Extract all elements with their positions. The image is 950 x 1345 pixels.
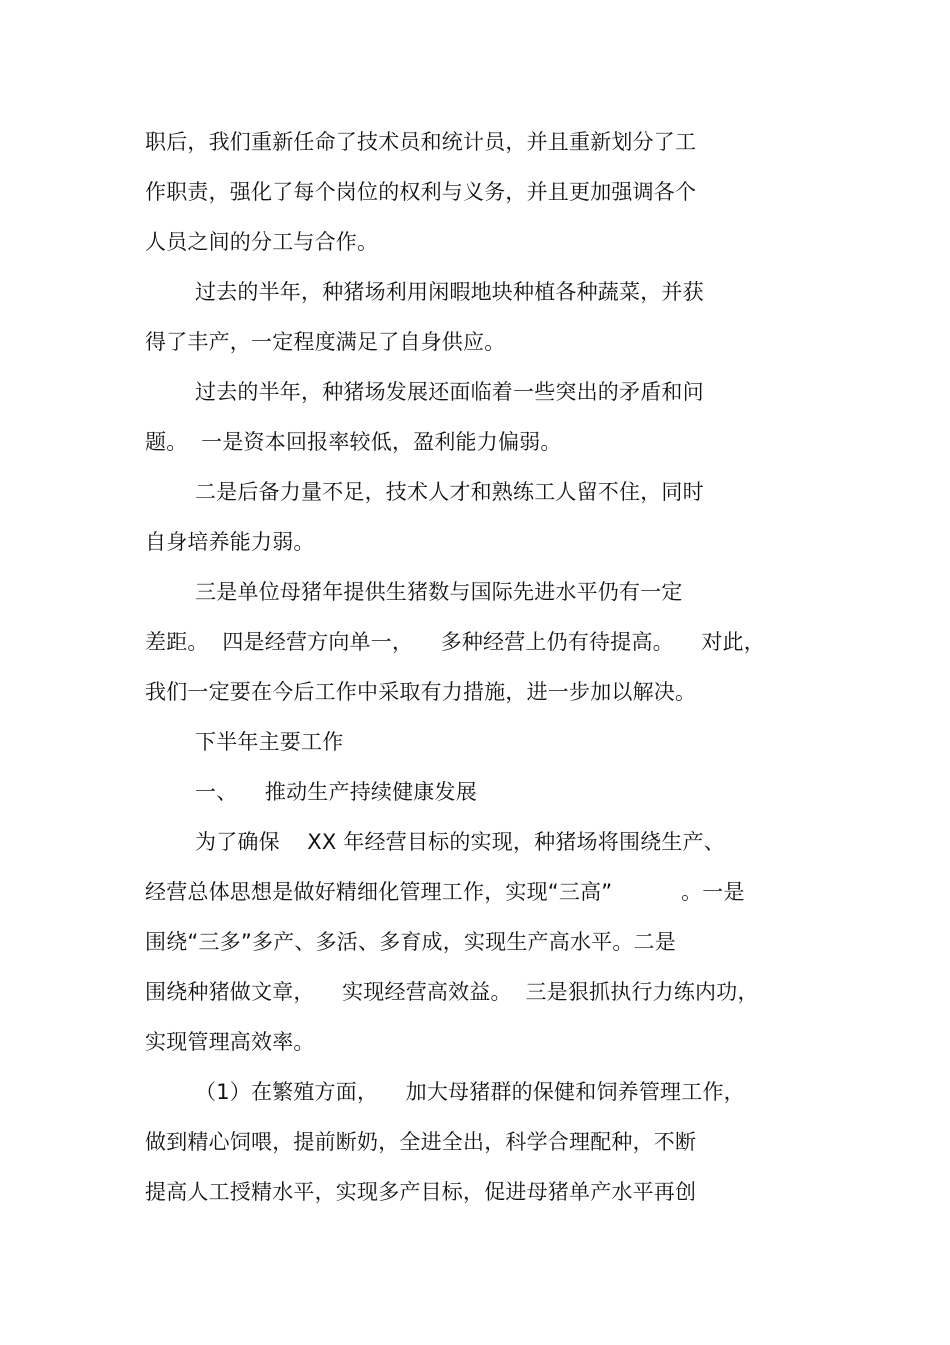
text-line: 职后，我们重新任命了技术员和统计员，并且重新划分了工 bbox=[145, 130, 697, 154]
section-heading: 下半年主要工作 bbox=[195, 730, 344, 754]
text-line: 经营总体思想是做好精细化管理工作，实现“三高” 。一是 bbox=[145, 880, 745, 904]
paragraph-start-line: （1）在繁殖方面， 加大母猪群的保健和饲养管理工作， bbox=[195, 1080, 745, 1104]
text-line: 围绕种猪做文章， 实现经营高效益。 三是狠抓执行力练内功， bbox=[145, 980, 759, 1004]
text-line: 提高人工授精水平，实现多产目标，促进母猪单产水平再创 bbox=[145, 1180, 697, 1204]
text-line: 人员之间的分工与合作。 bbox=[145, 230, 379, 254]
text-line: 围绕“三多”多产、多活、多育成，实现生产高水平。二是 bbox=[145, 930, 676, 954]
paragraph-start-line: 过去的半年，种猪场利用闲暇地块种植各种蔬菜，并获 bbox=[195, 280, 704, 304]
paragraph-start-line: 三是单位母猪年提供生猪数与国际先进水平仍有一定 bbox=[195, 580, 683, 604]
text-line: 自身培养能力弱。 bbox=[145, 530, 315, 554]
paragraph-start-line: 为了确保 XX 年经营目标的实现，种猪场将围绕生产、 bbox=[195, 830, 725, 854]
text-line: 差距。 四是经营方向单一， 多种经营上仍有待提高。 对此， bbox=[145, 630, 765, 654]
text-line: 作职责，强化了每个岗位的权利与义务，并且更加强调各个 bbox=[145, 180, 697, 204]
paragraph-start-line: 二是后备力量不足，技术人才和熟练工人留不住，同时 bbox=[195, 480, 704, 504]
text-line: 我们一定要在今后工作中采取有力措施，进一步加以解决。 bbox=[145, 680, 697, 704]
text-line: 得了丰产，一定程度满足了自身供应。 bbox=[145, 330, 506, 354]
text-line: 做到精心饲喂，提前断奶，全进全出，科学合理配种，不断 bbox=[145, 1130, 697, 1154]
paragraph-start-line: 过去的半年，种猪场发展还面临着一些突出的矛盾和问 bbox=[195, 380, 704, 404]
text-line: 题。 一是资本回报率较低，盈利能力偏弱。 bbox=[145, 430, 562, 454]
text-line: 实现管理高效率。 bbox=[145, 1030, 315, 1054]
subsection-heading: 一、 推动生产持续健康发展 bbox=[195, 780, 477, 804]
